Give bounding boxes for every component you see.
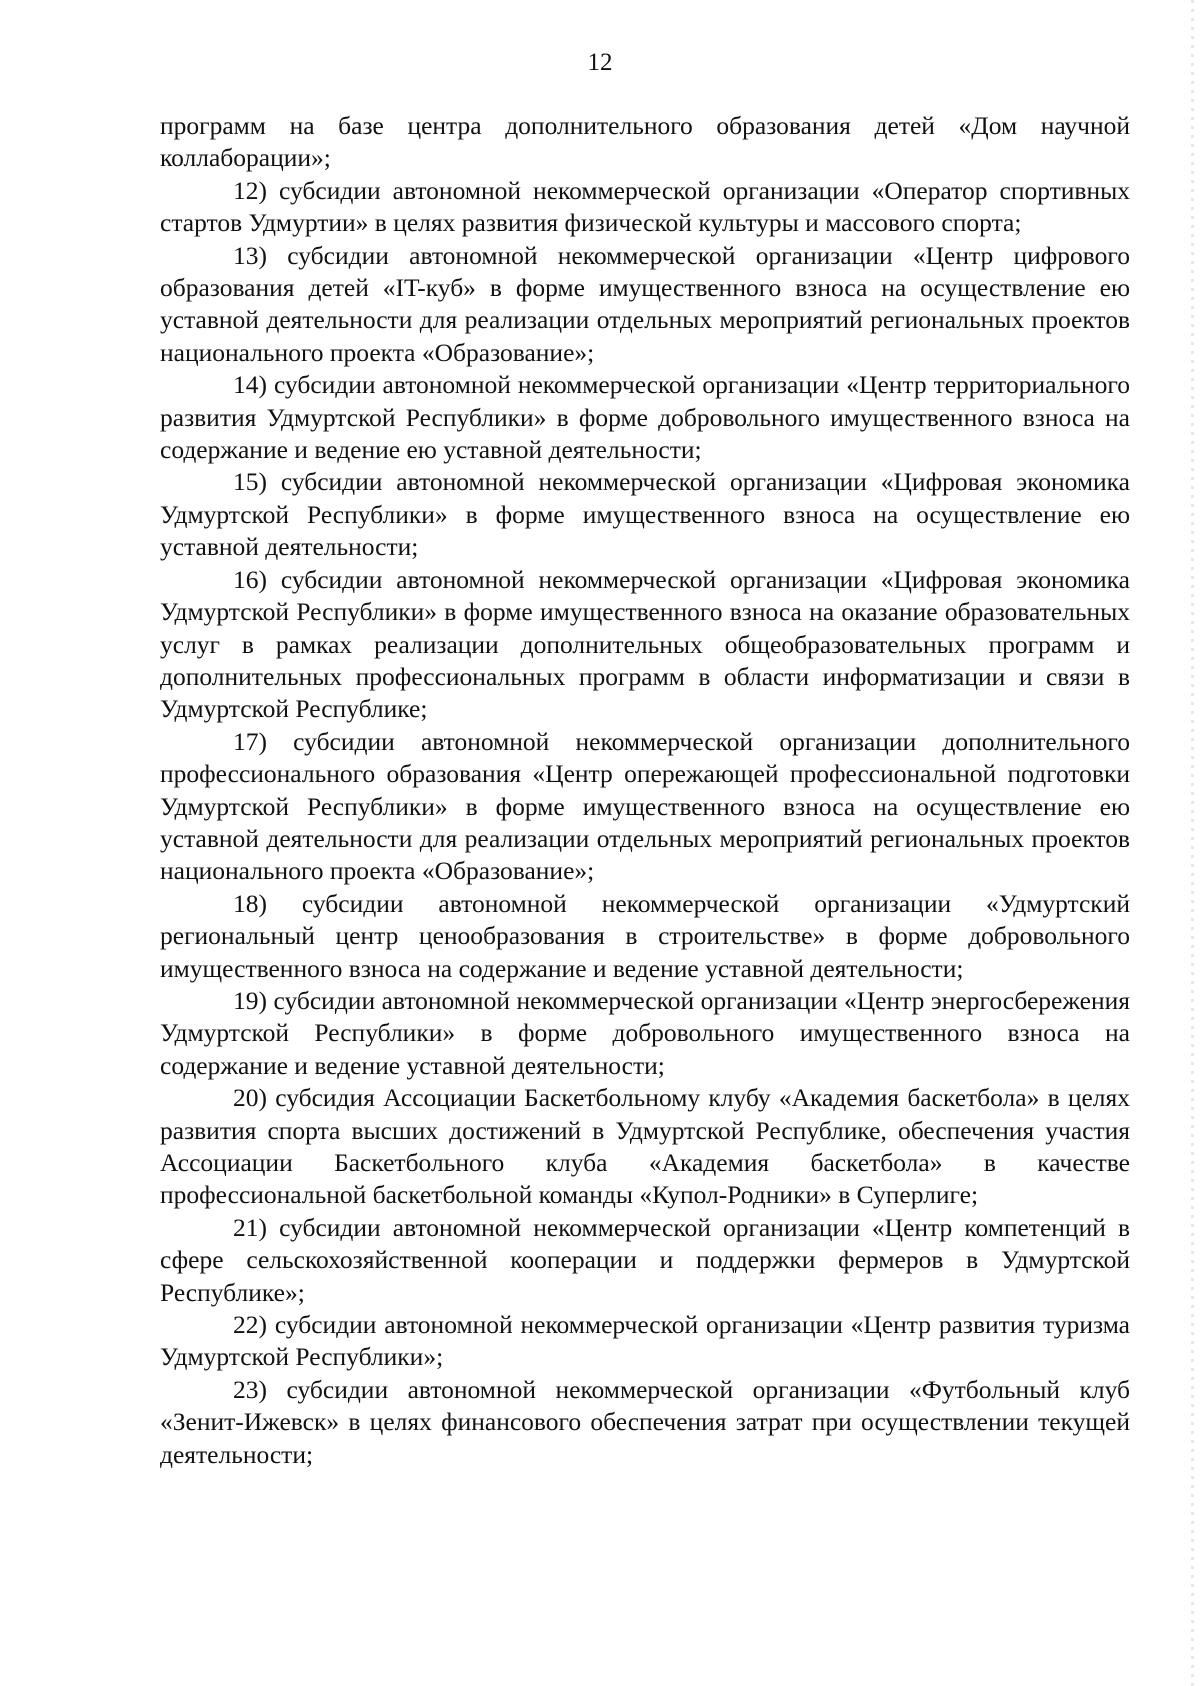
list-item-18: 18) субсидии автономной некоммерческой организации «Удмуртский региональный центр ценообразования в строительстве» в форме добровольного имущественного взноса на содержание и ведение уставной деятельности;: [160, 888, 1130, 983]
list-item-23: 23) субсидии автономной некоммерческой организации «Футбольный клуб «Зенит-Ижевск» в целях финансового обеспечения затрат при осуществлении текущей деятельности;: [160, 1374, 1130, 1469]
scan-edge-artifact: [1191, 0, 1194, 1686]
list-item-14: 14) субсидии автономной некоммерческой организации «Центр территориального развития Удмуртской Республики» в форме добровольного имущественного взноса на содержание и ведение ею уставной деятельности;: [160, 370, 1130, 465]
list-item-13: 13) субсидии автономной некоммерческой организации «Центр цифрового образования детей «IT-куб» в форме имущественного взноса на осуществление ею уставной деятельности для реализации отдельных мероприятий региональных проектов национального проекта «Образование»;: [160, 240, 1130, 367]
list-item-17: 17) субсидии автономной некоммерческой организации дополнительного профессионального образования «Центр опережающей профессиональной подготовки Удмуртской Республики» в форме имущественного взноса на осуществление ею уставной деятельности для реализации отдельных мероприятий региональных проектов национального проекта «Образование»;: [160, 726, 1130, 886]
list-item-12: 12) субсидии автономной некоммерческой организации «Оператор спортивных стартов Удмуртии» в целях развития физической культуры и массового спорта;: [160, 175, 1130, 238]
list-item-19: 19) субсидии автономной некоммерческой организации «Центр энергосбережения Удмуртской Республики» в форме добровольного имущественного взноса на содержание и ведение уставной деятельности;: [160, 985, 1130, 1080]
list-item-21: 21) субсидии автономной некоммерческой организации «Центр компетенций в сфере сельскохозяйственной кооперации и поддержки фермеров в Удмуртской Республике»;: [160, 1212, 1130, 1307]
list-item-15: 15) субсидии автономной некоммерческой организации «Цифровая экономика Удмуртской Республики» в форме имущественного взноса на осуществление ею уставной деятельности;: [160, 467, 1130, 562]
document-body: [160, 110, 1130, 1471]
list-item-16: 16) субсидии автономной некоммерческой организации «Цифровая экономика Удмуртской Республики» в форме имущественного взноса на оказание образовательных услуг в рамках реализации дополнительных общеобразовательных программ и дополнительных профессиональных программ в области информатизации и связи в Удмуртской Республике;: [160, 564, 1130, 724]
list-item-20: 20) субсидия Ассоциации Баскетбольному клубу «Академия баскетбола» в целях развития спорта высших достижений в Удмуртской Республике, обеспечения участия Ассоциации Баскетбольного клуба «Академия баскетбола» в качестве профессиональной баскетбольной команды «Купол-Родники» в Суперлиге;: [160, 1083, 1130, 1210]
page-number: 12: [587, 49, 613, 76]
paragraph-continuation: программ на базе центра дополнительного образования детей «Дом научной коллаборации»;: [160, 111, 1130, 173]
list-item-22: 22) субсидии автономной некоммерческой организации «Центр развития туризма Удмуртской Республики»;: [160, 1310, 1130, 1372]
